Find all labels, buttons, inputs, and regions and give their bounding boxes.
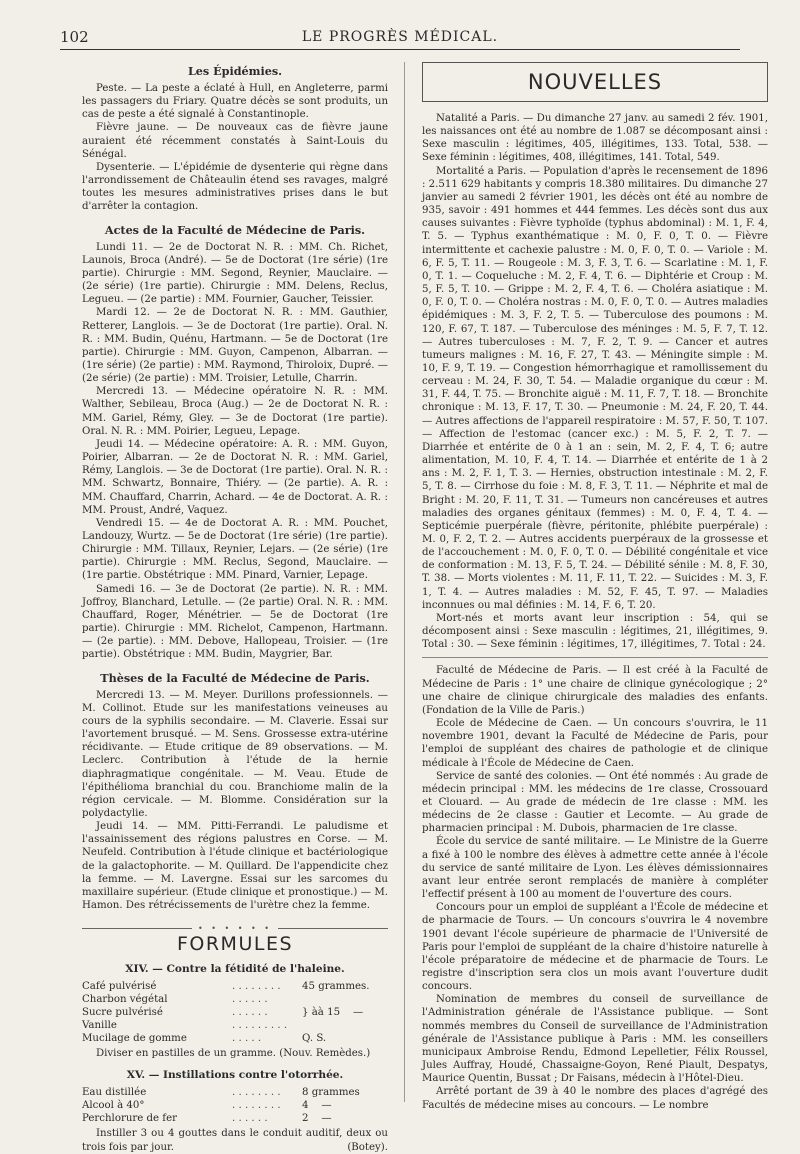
epidemies-paragraph: Fièvre jaune. — De nouveaux cas de fièvre jaune auraient été récemment constatés à Saint-Louis du Sénégal.	[82, 122, 388, 160]
formula-row: Alcool à 40° . . . . . . . . 4 —	[82, 1100, 332, 1112]
formula-15-source: (Botey).	[347, 1141, 388, 1153]
left-column	[82, 60, 388, 1154]
column-divider	[404, 62, 405, 1102]
news-paragraph: Arrêté portant de 39 à 40 le nombre des places d'agrégé des Facultés de médecine mises au concours. — Le nombre	[422, 1086, 768, 1111]
news-paragraph: Mort-nés et morts avant leur inscription : 54, qui se décomposent ainsi : Sexe masculin : légitimes, 21, illégitimes, 9. Total : 30. — Sexe féminin : légitimes, 17, illégitimes, 7. Total : 24.	[422, 612, 768, 651]
nouvelles-title: NOUVELLES	[422, 62, 768, 102]
actes-paragraph: Lundi 11. — 2e de Doctorat N. R. : MM. Ch. Richet, Launois, Broca (André). — 5e de Doctorat (1re série) (1re partie). Chirurgie : MM. Segond, Reynier, Mauclaire. — (2e série) (1re partie). Chirurgie : MM. Delens, Reclus, Legueu. — (2e partie) : MM. Fournier, Gaucher, Teissier.	[82, 241, 388, 306]
actes-paragraph: Mardi 12. — 2e de Doctorat N. R. : MM. Gauthier, Retterer, Langlois. — 3e de Doctorat (1re partie). Oral. N. R. : MM. Budin, Quénu, Hartmann. — 5e de Doctorat (1re partie). Chirurgie : MM. Guyon, Campenon, Albarran. — (1re série) (2e partie) : MM. Raymond, Thiroloix, Dupré. — (2e série) (2e partie) : MM. Troisier, Letulle, Charrin.	[82, 307, 388, 385]
formula-15-note: Instiller 3 ou 4 gouttes dans le conduit auditif, deux ou trois fois par jour. (Botey).	[82, 1128, 388, 1153]
news-paragraph: Ecole de Médecine de Caen. — Un concours s'ouvrira, le 11 novembre 1901, devant la Faculté de Médecine de Paris, pour l'emploi de suppléant des chaires de pathologie et de clinique médicale à l'École de Médecine de Caen.	[422, 718, 768, 769]
news-paragraph: École du service de santé militaire. — Le Ministre de la Guerre a fixé à 100 le nombre des élèves à admettre cette année à l'école du service de santé militaire de Lyon. Les élèves démissionnaires avant leur entrée seront remplacés de manière à compléter l'effectif présent à 100 au moment de l'ouverture des cours.	[422, 836, 768, 901]
formula-row: Eau distillée . . . . . . . . 8 grammes	[82, 1087, 360, 1099]
ornament-divider: • • • • • •	[82, 924, 388, 933]
formula-row: Café pulvérisé . . . . . . . . 45 grammes.	[82, 981, 370, 993]
news-paragraph: Faculté de Médecine de Paris. — Il est créé à la Faculté de Médecine de Paris : 1° une chaire de clinique gynécologique ; 2° une chaire de clinique chirurgicale des maladies des enfants. (Fondation de la Ville de Paris.)	[422, 665, 768, 716]
news-paragraph: Natalité a Paris. — Du dimanche 27 janv. au samedi 2 fév. 1901, les naissances ont été au nombre de 1.087 se décomposant ainsi : Sexe masculin : légitimes, 405, illégitimes, 133. Total, 538. — Sexe féminin : légitimes, 408, illégitimes, 141. Total, 549.	[422, 113, 768, 164]
actes-paragraph: Samedi 16. — 3e de Doctorat (2e partie). N. R. : MM. Joffroy, Blanchard, Letulle. — (2e partie) Oral. N. R. : MM. Chauffard, Roger, Ménétrier. — 5e de Doctorat (1re partie). Chirurgie : MM. Richelot, Campenon, Hartmann. — (2e partie). : MM. Debove, Hallopeau, Troisier. — (1re partie). Obstétrique : MM. Budin, Maygrier, Bar.	[82, 583, 388, 661]
epidemies-title: Les Épidémies.	[187, 64, 283, 78]
formula-row: Charbon végétal . . . . . .	[82, 994, 268, 1006]
formula-row: Sucre pulvérisé . . . . . . } àà 15 —	[82, 1007, 364, 1019]
news-paragraph: Service de santé des colonies. — Ont été nommés : Au grade de médecin principal : MM. les médecins de 1re classe, Crossouard et Clouard. — Au grade de médecin de 1re classe : MM. les médecins de 2e classe : Gautier et Lecomte. — Au grade de pharmacien principal : M. Dubois, pharmacien de 1re classe.	[422, 770, 768, 835]
page-number: 102	[60, 28, 89, 46]
theses-title: Thèses de la Faculté de Médecine de Paris.	[100, 670, 370, 685]
theses-paragraph: Mercredi 13. — M. Meyer. Durillons professionnels. — M. Collinot. Etude sur les manifestations veineuses au cours de la syphilis secondaire. — M. Claverie. Essai sur l'avortement brusqué. — M. Sens. Grossesse extra-utérine récidivante. — Etude critique de 89 observations. — M. Leclerc. Contribution à l'étude de la hernie diaphragmatique congénitale. — M. Veau. Etude de l'épithélioma branchial du cou. Branchiome malin de la région cervicale. — M. Blomme. Considération sur la polydactylie.	[82, 689, 388, 819]
formula-row: Mucilage de gomme . . . . . Q. S.	[82, 1033, 327, 1045]
actes-paragraph: Jeudi 14. — Médecine opératoire: A. R. : MM. Guyon, Poirier, Albarran. — 2e de Doctorat N. R. : MM. Gariel, Rémy, Langlois. — 3e de Doctorat (1re partie). Oral. N. R. : MM. Schwartz, Bonnaire, Thiéry. — (2e partie). A. R. : MM. Chauffard, Charrin, Achard. — 4e de Doctorat. A. R. : MM. Proust, André, Vaquez.	[82, 438, 388, 516]
news-paragraph: Nomination de membres du conseil de surveillance de l'Administration générale de l'Assistance publique. — Sont nommés membres du Conseil de surveillance de l'Administration générale de l'Assistance publique à Paris : MM. les conseillers municipaux Ambroise Rendu, Edmond Lepelletier, Félix Roussel, Jules Auffray, Houdé, Chassaigne-Goyon, René Piault, Despatys, Maurice Quentin, Bussat ; Dr Faisans, médecin à l'Hôtel-Dieu.	[422, 994, 768, 1085]
formula-row: Perchlorure de fer . . . . . . 2 —	[82, 1113, 332, 1125]
formula-row: Vanille . . . . . . . . .	[82, 1020, 288, 1032]
epidemies-paragraph: Peste. — La peste a éclaté à Hull, en Angleterre, parmi les passagers du Friary. Quatre décès se sont produits, un cas de peste a été signalé à Constantinople.	[82, 83, 388, 121]
news-paragraph: Concours pour un emploi de suppléant a l'École de médecine et de pharmacie de Tours. — Un concours s'ouvrira le 4 novembre 1901 devant l'école supérieure de pharmacie de l'Université de Paris pour l'emploi de suppléant de la chaire d'histoire naturelle à l'école préparatoire de médecine et de pharmacie de Tours. Le registre d'inscription sera clos un mois avant l'ouverture dudit concours.	[422, 902, 768, 993]
formules-title: FORMULES	[176, 933, 294, 956]
formula-15-title: XV. — Instillations contre l'otorrhée.	[126, 1069, 344, 1082]
actes-paragraph: Vendredi 15. — 4e de Doctorat A. R. : MM. Pouchet, Landouzy, Wurtz. — 5e de Doctorat (1re série) (1re partie). Chirurgie : MM. Tillaux, Reynier, Lejars. — (2e série) (1re partie). Chirurgie : MM. Reclus, Segond, Mauclaire. — (1re partie. Obstétrique : MM. Pinard, Varnier, Lepage.	[82, 517, 388, 582]
actes-paragraph: Mercredi 13. — Médecine opératoire N. R. : MM. Walther, Sebileau, Broca (Aug.) — 2e de Doctorat N. R. : MM. Gariel, Rémy, Gley. — 3e de Doctorat (1re partie). Oral. N. R. : MM. Poirier, Legueu, Lepage.	[82, 386, 388, 437]
actes-title: Actes de la Faculté de Médecine de Paris.	[104, 222, 366, 237]
formula-14-note: Diviser en pastilles de un gramme. (Nouv. Remèdes.)	[96, 1048, 371, 1060]
epidemies-paragraph: Dysenterie. — L'épidémie de dysenterie qui règne dans l'arrondissement de Châteaulin étend ses ravages, malgré toutes les mesures administratives prises dans le but d'arrêter la contagion.	[82, 161, 388, 213]
running-title: LE PROGRÈS MÉDICAL.	[301, 29, 499, 45]
section-divider	[422, 657, 768, 658]
theses-paragraph: Jeudi 14. — MM. Pitti-Ferrandi. Le paludisme et l'assainissement des régions palustres en Corse. — M. Neufeld. Contribution à l'étude clinique et bactériologique de la galactophorite. — M. Quillard. De l'appendicite chez la femme. — M. Lavergne. Essai sur les sarcomes du maxillaire supérieur. (Etude clinique et pronostique.) — M. Hamon. Des rétrécissements de l'urètre chez la femme.	[82, 821, 388, 912]
right-column	[422, 60, 768, 1112]
news-paragraph: Mortalité a Paris. — Population d'après le recensement de 1896 : 2.511 629 habitants y compris 18.380 militaires. Du dimanche 27 janvier au samedi 2 février 1901, les décès ont été au nombre de 935, savoir : 491 hommes et 444 femmes. Les décès sont dus aux causes suivantes : Fièvre typhoïde (typhus abdominal) : M. 1, F. 4, T. 5. — Typhus exanthématique : M. 0, F. 0, T. 0. — Fièvre intermittente et cachexie palustre : M. 0, F. 0, T. 0. — Variole : M. 6, F. 5, T. 11. — Rougeole : M. 3, F. 3, T. 6. — Scarlatine : M. 1, F. 0, T. 1. — Coqueluche : M. 2, F. 4, T. 6. — Diphtérie et Croup : M. 5, F. 5, T. 10. — Grippe : M. 2, F. 4, T. 6. — Choléra asiatique : M. 0, F. 0, T. 0. — Choléra nostras : M. 0, F. 0, T. 0. — Autres maladies épidémiques : M. 3, F. 2, T. 5. — Tuberculose des poumons : M. 120, F. 67, T. 187. — Tuberculose des méninges : M. 5, F. 7, T. 12. — Autres tuberculoses : M. 7, F. 2, T. 9. — Cancer et autres tumeurs malignes : M. 16, F. 27, T. 43. — Méningite simple : M. 10, F. 9, T. 19. — Congestion hémorrhagique et ramollissement du cerveau : M. 24, F. 30, T. 54. — Maladie organique du cœur : M. 31, F. 44, T. 75. — Bronchite aiguë : M. 11, F. 7, T. 18. — Bronchite chronique : M. 13, F. 17, T. 30. — Pneumonie : M. 24, F. 20, T. 44. — Autres affections de l'appareil respiratoire : M. 57, F. 50, T. 107. — Affection de l'estomac (cancer exc.) : M. 5, F. 2, T. 7. — Diarrhée et entérite de 0 à 1 an : sein, M. 2, F. 4, T. 6; autre alimentation, M. 10, F. 4, T. 14. — Diarrhée et entérite de 1 à 2 ans : M. 2, F. 1, T. 3. — Hernies, obstruction intestinale : M. 2, F. 5, T. 8. — Cirrhose du foie : M. 8, F. 3, T. 11. — Néphrite et mal de Bright : M. 20, F. 11, T. 31. — Tumeurs non cancéreuses et autres maladies des organes génitaux (femmes) : M. 0, F. 4, T. 4. — Septicémie puerpérale (fièvre, péritonite, phlébite puerpérale) : M. 0, F. 2, T. 2. — Autres accidents puerpéraux de la grossesse et de l'accouchement : M. 0, F. 0, T. 0. — Débilité congénitale et vice de conformation : M. 13, F. 5, T. 24. — Débilité sénile : M. 8, F. 30, T. 38. — Morts violentes : M. 11, F. 11, T. 22. — Suicides : M. 3, F. 1, T. 4. — Autres maladies : M. 52, F. 45, T. 97. — Maladies inconnues ou mal définies : M. 14, F. 6, T. 20.	[422, 165, 768, 611]
formula-14-title: XIV. — Contre la fétidité de l'haleine.	[125, 963, 345, 976]
page-header	[60, 27, 740, 50]
